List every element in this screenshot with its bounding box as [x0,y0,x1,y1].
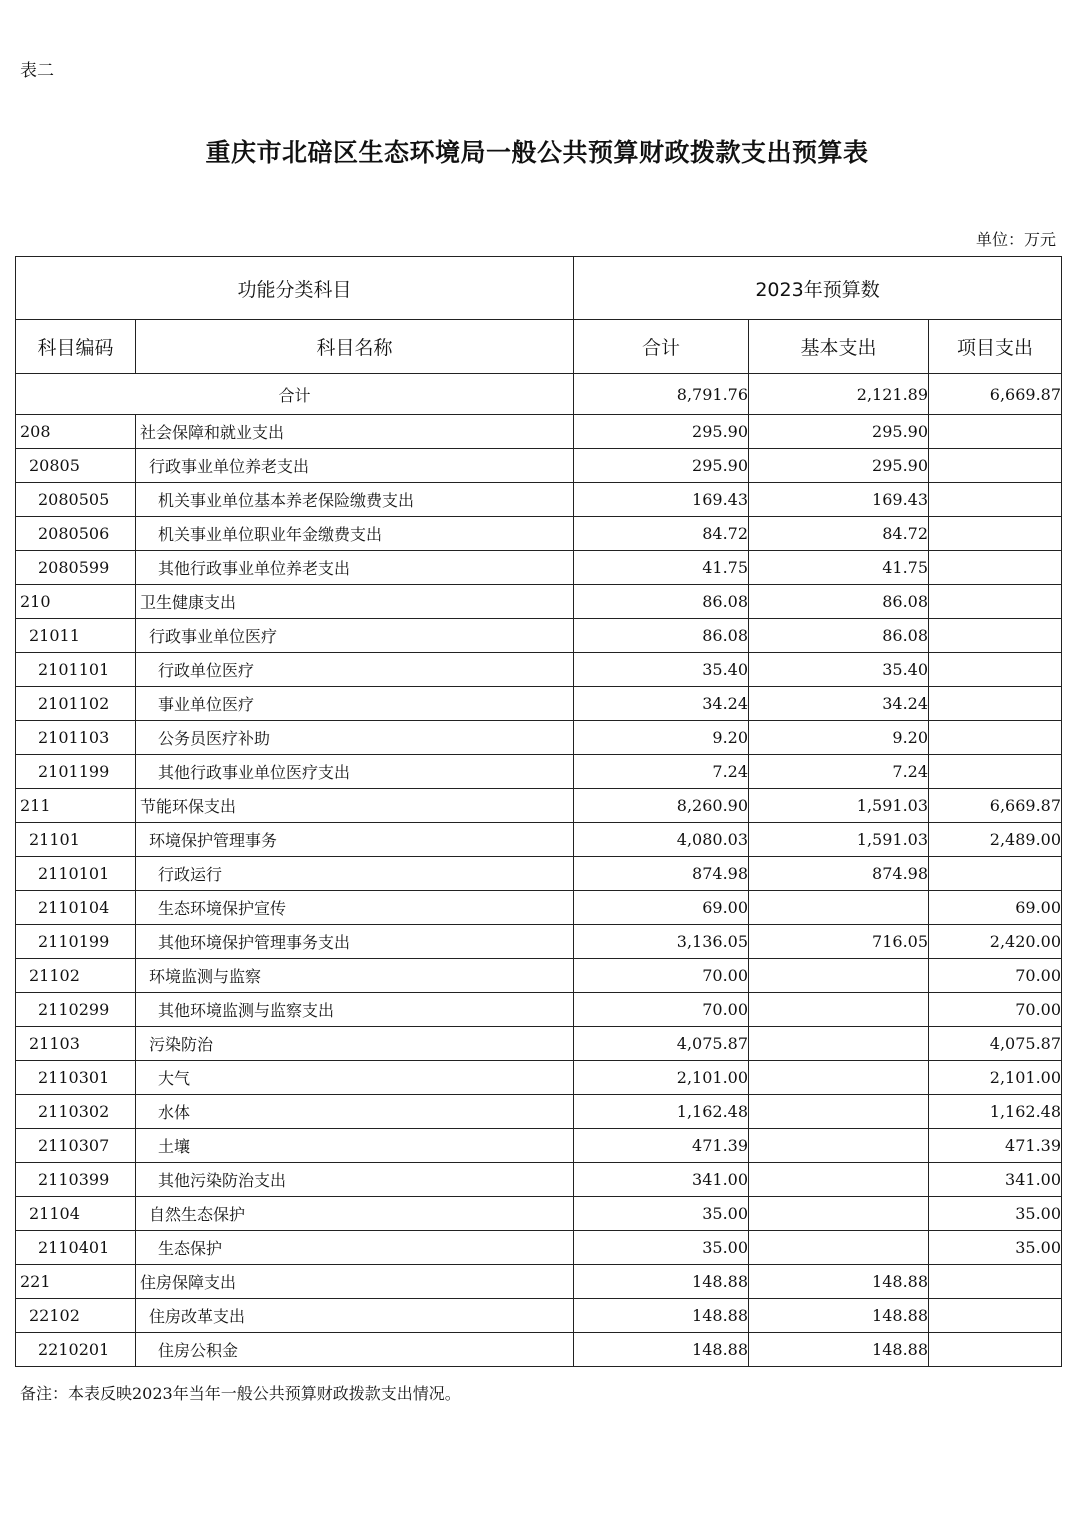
subject-code-cell: 2110399 [16,1163,136,1197]
table-row [16,1095,1062,1129]
subject-code-cell: 2101103 [16,721,136,755]
project-expenditure-cell [929,619,1062,653]
header-total: 合计 [574,320,749,374]
total-cell: 69.00 [574,891,749,925]
project-expenditure-cell [929,483,1062,517]
subject-name-cell: 行政事业单位医疗 [136,619,574,653]
basic-expenditure-cell: 295.90 [749,415,929,449]
basic-expenditure-cell: 84.72 [749,517,929,551]
basic-expenditure-cell: 7.24 [749,755,929,789]
basic-expenditure-cell: 295.90 [749,449,929,483]
subject-name-cell: 节能环保支出 [136,789,574,823]
project-expenditure-cell [929,857,1062,891]
subject-name-cell: 事业单位医疗 [136,687,574,721]
table-row [16,687,1062,721]
project-expenditure-cell: 2,101.00 [929,1061,1062,1095]
project-expenditure-cell: 70.00 [929,959,1062,993]
total-label: 合计 [16,374,574,415]
subject-name-cell: 其他行政事业单位医疗支出 [136,755,574,789]
project-expenditure-cell [929,755,1062,789]
subject-name-cell: 住房改革支出 [136,1299,574,1333]
total-cell: 35.00 [574,1197,749,1231]
table-row [16,857,1062,891]
table-row [16,1333,1062,1367]
total-cell: 148.88 [574,1299,749,1333]
project-expenditure-cell: 35.00 [929,1197,1062,1231]
header-group-row [16,257,1062,320]
table-row [16,483,1062,517]
table-row [16,721,1062,755]
total-basic: 2,121.89 [749,374,929,415]
table-row [16,449,1062,483]
header-budget-2023: 2023年预算数 [574,257,1062,320]
table-label: 表二 [20,61,54,81]
table-row [16,891,1062,925]
total-cell: 1,162.48 [574,1095,749,1129]
total-cell: 70.00 [574,959,749,993]
basic-expenditure-cell: 41.75 [749,551,929,585]
table-row [16,1231,1062,1265]
subject-name-cell: 大气 [136,1061,574,1095]
basic-expenditure-cell: 35.40 [749,653,929,687]
table-row [16,415,1062,449]
total-cell: 7.24 [574,755,749,789]
total-cell: 874.98 [574,857,749,891]
basic-expenditure-cell [749,1231,929,1265]
project-expenditure-cell [929,551,1062,585]
table-row [16,789,1062,823]
table-row [16,755,1062,789]
total-cell: 9.20 [574,721,749,755]
subject-code-cell: 2101102 [16,687,136,721]
subject-name-cell: 机关事业单位基本养老保险缴费支出 [136,483,574,517]
project-expenditure-cell: 35.00 [929,1231,1062,1265]
total-cell: 70.00 [574,993,749,1027]
total-cell: 471.39 [574,1129,749,1163]
subject-code-cell: 21102 [16,959,136,993]
total-cell: 148.88 [574,1333,749,1367]
table-row [16,1299,1062,1333]
total-cell: 2,101.00 [574,1061,749,1095]
subject-code-cell: 21101 [16,823,136,857]
table-row [16,993,1062,1027]
subject-name-cell: 其他环境保护管理事务支出 [136,925,574,959]
subject-code-cell: 21011 [16,619,136,653]
table-row [16,1061,1062,1095]
project-expenditure-cell [929,415,1062,449]
subject-name-cell: 机关事业单位职业年金缴费支出 [136,517,574,551]
subject-name-cell: 自然生态保护 [136,1197,574,1231]
table-row [16,653,1062,687]
subject-code-cell: 2101199 [16,755,136,789]
table-row [16,551,1062,585]
subject-name-cell: 污染防治 [136,1027,574,1061]
total-cell: 4,075.87 [574,1027,749,1061]
page-title: 重庆市北碚区生态环境局一般公共预算财政拨款支出预算表 [205,138,869,167]
subject-name-cell: 公务员医疗补助 [136,721,574,755]
subject-name-cell: 卫生健康支出 [136,585,574,619]
basic-expenditure-cell [749,1027,929,1061]
footnote: 备注：本表反映2023年当年一般公共预算财政拨款支出情况。 [20,1384,461,1403]
subject-code-cell: 2210201 [16,1333,136,1367]
subject-name-cell: 生态保护 [136,1231,574,1265]
table-row [16,959,1062,993]
basic-expenditure-cell: 874.98 [749,857,929,891]
total-cell: 341.00 [574,1163,749,1197]
project-expenditure-cell: 2,420.00 [929,925,1062,959]
subject-code-cell: 2101101 [16,653,136,687]
subject-code-cell: 21104 [16,1197,136,1231]
subject-name-cell: 其他环境监测与监察支出 [136,993,574,1027]
total-cell: 35.40 [574,653,749,687]
total-cell: 34.24 [574,687,749,721]
total-cell: 8,260.90 [574,789,749,823]
header-column-row [16,320,1062,374]
subject-code-cell: 21103 [16,1027,136,1061]
table-row [16,585,1062,619]
total-cell: 169.43 [574,483,749,517]
project-expenditure-cell: 69.00 [929,891,1062,925]
total-cell: 295.90 [574,415,749,449]
basic-expenditure-cell: 86.08 [749,619,929,653]
basic-expenditure-cell: 169.43 [749,483,929,517]
basic-expenditure-cell: 148.88 [749,1333,929,1367]
subject-code-cell: 221 [16,1265,136,1299]
budget-table [15,256,1062,1367]
subject-name-cell: 环境监测与监察 [136,959,574,993]
subject-name-cell: 其他污染防治支出 [136,1163,574,1197]
total-cell: 3,136.05 [574,925,749,959]
project-expenditure-cell [929,517,1062,551]
header-basic-expenditure: 基本支出 [749,320,929,374]
subject-code-cell: 211 [16,789,136,823]
subject-code-cell: 210 [16,585,136,619]
subject-code-cell: 2110301 [16,1061,136,1095]
project-expenditure-cell [929,721,1062,755]
total-cell: 4,080.03 [574,823,749,857]
project-expenditure-cell: 4,075.87 [929,1027,1062,1061]
subject-code-cell: 2110307 [16,1129,136,1163]
basic-expenditure-cell [749,1061,929,1095]
basic-expenditure-cell [749,891,929,925]
basic-expenditure-cell [749,1129,929,1163]
project-expenditure-cell [929,1333,1062,1367]
total-cell: 84.72 [574,517,749,551]
subject-name-cell: 住房公积金 [136,1333,574,1367]
basic-expenditure-cell [749,959,929,993]
subject-name-cell: 水体 [136,1095,574,1129]
basic-expenditure-cell: 1,591.03 [749,789,929,823]
basic-expenditure-cell: 148.88 [749,1299,929,1333]
subject-code-cell: 2110101 [16,857,136,891]
subject-name-cell: 社会保障和就业支出 [136,415,574,449]
header-project-expenditure: 项目支出 [929,320,1062,374]
subject-code-cell: 20805 [16,449,136,483]
header-functional-classification: 功能分类科目 [16,257,574,320]
unit-label: 单位：万元 [975,230,1056,249]
table-row [16,1197,1062,1231]
project-expenditure-cell [929,1299,1062,1333]
header-subject-name: 科目名称 [136,320,574,374]
subject-code-cell: 2110401 [16,1231,136,1265]
subject-name-cell: 行政运行 [136,857,574,891]
subject-code-cell: 2110104 [16,891,136,925]
total-cell: 86.08 [574,619,749,653]
basic-expenditure-cell: 1,591.03 [749,823,929,857]
basic-expenditure-cell: 148.88 [749,1265,929,1299]
total-project: 6,669.87 [929,374,1062,415]
table-row [16,823,1062,857]
table-row [16,517,1062,551]
subject-code-cell: 22102 [16,1299,136,1333]
project-expenditure-cell [929,1265,1062,1299]
subject-name-cell: 行政单位医疗 [136,653,574,687]
basic-expenditure-cell [749,1095,929,1129]
table-row [16,925,1062,959]
table-row [16,1129,1062,1163]
total-cell: 41.75 [574,551,749,585]
subject-name-cell: 土壤 [136,1129,574,1163]
total-amount: 8,791.76 [574,374,749,415]
project-expenditure-cell: 2,489.00 [929,823,1062,857]
basic-expenditure-cell [749,1163,929,1197]
subject-code-cell: 2110299 [16,993,136,1027]
basic-expenditure-cell [749,993,929,1027]
table-row [16,619,1062,653]
total-cell: 35.00 [574,1231,749,1265]
table-row [16,1265,1062,1299]
subject-code-cell: 208 [16,415,136,449]
total-row [16,374,1062,415]
subject-name-cell: 生态环境保护宣传 [136,891,574,925]
subject-code-cell: 2080599 [16,551,136,585]
project-expenditure-cell [929,687,1062,721]
total-cell: 86.08 [574,585,749,619]
table-row [16,1027,1062,1061]
project-expenditure-cell: 1,162.48 [929,1095,1062,1129]
subject-name-cell: 其他行政事业单位养老支出 [136,551,574,585]
subject-code-cell: 2110199 [16,925,136,959]
subject-name-cell: 住房保障支出 [136,1265,574,1299]
basic-expenditure-cell: 86.08 [749,585,929,619]
project-expenditure-cell: 471.39 [929,1129,1062,1163]
project-expenditure-cell: 6,669.87 [929,789,1062,823]
subject-name-cell: 环境保护管理事务 [136,823,574,857]
total-cell: 295.90 [574,449,749,483]
subject-code-cell: 2080505 [16,483,136,517]
subject-code-cell: 2080506 [16,517,136,551]
subject-code-cell: 2110302 [16,1095,136,1129]
project-expenditure-cell: 70.00 [929,993,1062,1027]
subject-name-cell: 行政事业单位养老支出 [136,449,574,483]
project-expenditure-cell [929,449,1062,483]
project-expenditure-cell [929,653,1062,687]
project-expenditure-cell: 341.00 [929,1163,1062,1197]
basic-expenditure-cell [749,1197,929,1231]
basic-expenditure-cell: 716.05 [749,925,929,959]
header-subject-code: 科目编码 [16,320,136,374]
total-cell: 148.88 [574,1265,749,1299]
basic-expenditure-cell: 9.20 [749,721,929,755]
table-row [16,1163,1062,1197]
basic-expenditure-cell: 34.24 [749,687,929,721]
project-expenditure-cell [929,585,1062,619]
